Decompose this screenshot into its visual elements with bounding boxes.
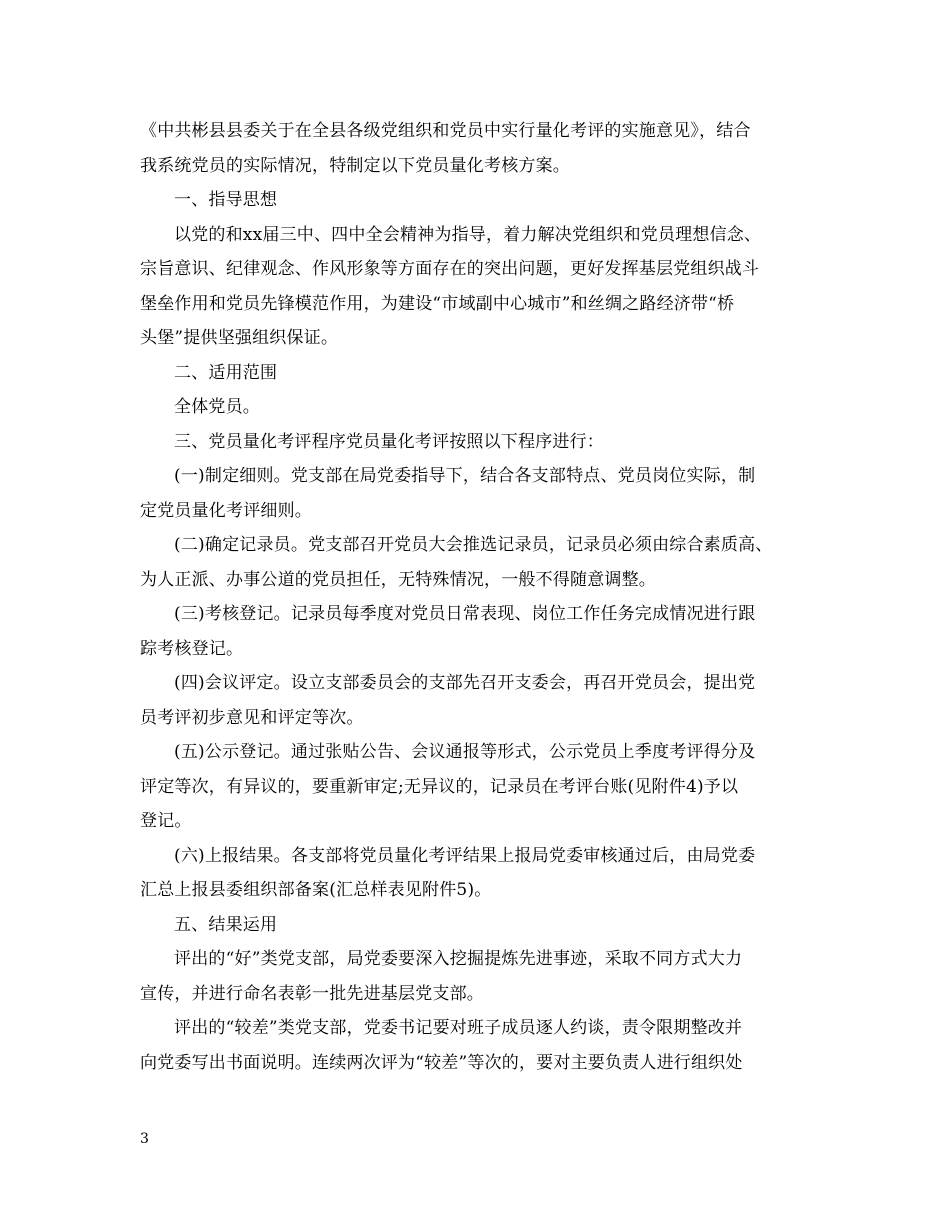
text-line-4: 以党的和xx届三中、四中全会精神为指导，着力解决党组织和党员理想信念、 [174, 224, 762, 245]
text-line-1: 《中共彬县县委关于在全县各级党组织和党员中实行量化考评的实施意见》，结合 [140, 121, 751, 141]
text-line-17: (四)会议评定。设立支部委员会的支部先召开支委会，再召开党员会，提出党 [174, 673, 756, 693]
text-line-7: 头堡”提供坚强组织保证。 [140, 328, 339, 348]
text-line-19: (五)公示登记。通过张贴公告、会议通报等形式，公示党员上季度考评得分及 [174, 742, 756, 762]
document-body [140, 114, 820, 1080]
text-line-13: (二)确定记录员。党支部召开党员大会推选记录员，记录员必须由综合素质高、 [174, 535, 773, 555]
text-line-20: 评定等次，有异议的，要重新审定;无异议的，记录员在考评台账(见附件4)予以 [140, 776, 739, 797]
text-line-23: 汇总上报县委组织部备案(汇总样表见附件5)。 [140, 880, 492, 900]
text-line-14: 为人正派、办事公道的党员担任，无特殊情况，一般不得随意调整。 [140, 569, 656, 590]
text-line-26: 宣传，并进行命名表彰一批先进基层党支部。 [140, 983, 484, 1004]
text-line-21: 登记。 [140, 811, 192, 831]
text-line-16: 踪考核登记。 [140, 638, 244, 659]
text-line-5: 宗旨意识、纪律观念、作风形象等方面存在的突出问题，更好发挥基层党组织战斗 [140, 259, 760, 279]
text-line-12: 定党员量化考评细则。 [140, 500, 312, 521]
text-line-11: (一)制定细则。党支部在局党委指导下，结合各支部特点、党员岗位实际，制 [174, 466, 756, 486]
section-heading-guiding-ideology: 一、指导思想 [174, 190, 278, 210]
section-heading-results: 五、结果运用 [174, 914, 278, 935]
text-line-25: 评出的“好”类党支部，局党委要深入挖掘提炼先进事迹，采取不同方式大力 [174, 949, 743, 969]
text-line-18: 员考评初步意见和评定等次。 [140, 707, 364, 728]
text-line-28: 向党委写出书面说明。连续两次评为“较差”等次的，要对主要负责人进行组织处 [140, 1052, 743, 1073]
text-line-6: 堡垒作用和党员先锋模范作用，为建设“市域副中心城市”和丝绸之路经济带“桥 [140, 293, 735, 314]
page-number: 3 [140, 1131, 149, 1147]
text-line-9: 全体党员。 [174, 397, 260, 417]
text-line-15: (三)考核登记。记录员每季度对党员日常表现、岗位工作任务完成情况进行跟 [174, 604, 756, 624]
text-line-22: (六)上报结果。各支部将党员量化考评结果上报局党委审核通过后，由局党委 [174, 845, 756, 866]
text-line-27: 评出的“较差”类党支部，党委书记要对班子成员逐人约谈，责令限期整改并 [174, 1018, 743, 1038]
text-line-2: 我系统党员的实际情况，特制定以下党员量化考核方案。 [140, 155, 570, 176]
section-heading-procedure: 三、党员量化考评程序党员量化考评按照以下程序进行： [174, 431, 604, 452]
section-heading-scope: 二、适用范围 [174, 362, 278, 383]
